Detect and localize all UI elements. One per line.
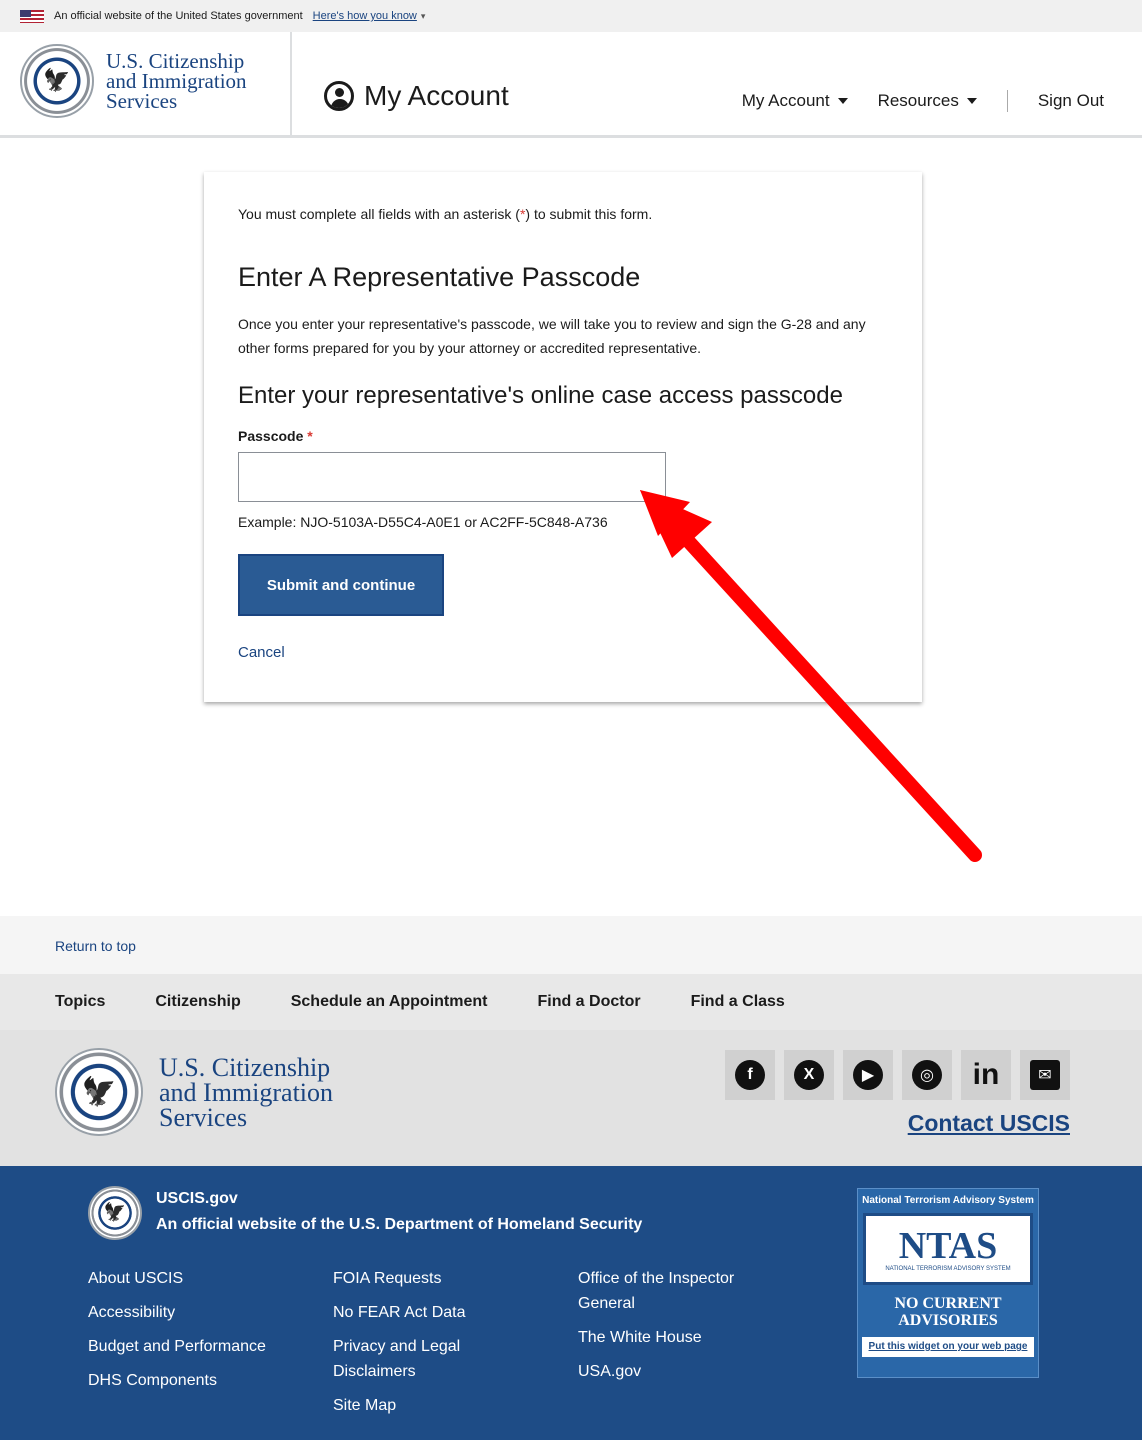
- required-fields-note: [238, 206, 888, 222]
- form-heading: Enter A Representative Passcode: [238, 262, 641, 292]
- resources-menu-label: Resources: [877, 91, 959, 110]
- budget-performance-link[interactable]: Budget and Performance: [88, 1338, 266, 1355]
- footer-links-col2: [333, 1266, 523, 1427]
- inspector-general-link[interactable]: Office of the Inspector General: [578, 1270, 735, 1312]
- user-icon: [324, 81, 354, 111]
- form-subheading: Enter your representative's online case access passcode: [238, 382, 843, 409]
- email-icon: ✉: [1030, 1060, 1060, 1090]
- footer-nav-schedule-appointment[interactable]: Schedule an Appointment: [290, 993, 488, 1010]
- gov-banner: [0, 0, 1142, 32]
- return-to-top-bar: [0, 916, 1142, 974]
- privacy-legal-link[interactable]: Privacy and Legal Disclaimers: [333, 1338, 461, 1380]
- site-name: USCIS.gov: [156, 1190, 238, 1207]
- agency-name-line2: and Immigration: [106, 69, 247, 93]
- footer-agency-line1: U.S. Citizenship: [159, 1052, 331, 1082]
- ntas-widget[interactable]: [857, 1188, 1039, 1378]
- my-account-menu-label: My Account: [741, 91, 830, 110]
- heres-how-you-know-link[interactable]: Here's how you know: [312, 10, 417, 22]
- us-flag-icon: [20, 10, 44, 23]
- official-website-note: [156, 1216, 642, 1234]
- white-house-link[interactable]: The White House: [578, 1329, 702, 1346]
- official-note-text: An official website of the: [156, 1216, 349, 1233]
- facebook-link[interactable]: [725, 1050, 775, 1100]
- footer-nav-citizenship[interactable]: Citizenship: [155, 993, 241, 1010]
- page-title-text: My Account: [364, 80, 509, 111]
- my-account-menu[interactable]: [742, 91, 848, 111]
- dhs-seal-icon: [20, 44, 94, 118]
- dhs-seal-icon: [88, 1186, 142, 1240]
- footer-nav-topics[interactable]: Topics: [55, 993, 106, 1010]
- agency-name: [106, 51, 247, 111]
- email-link[interactable]: [1020, 1050, 1070, 1100]
- agency-name-line1: U.S. Citizenship: [106, 49, 245, 73]
- cancel-link[interactable]: Cancel: [238, 644, 285, 661]
- red-arrow-annotation: [620, 470, 1000, 870]
- footer-links-col1: [88, 1266, 278, 1402]
- about-uscis-link[interactable]: About USCIS: [88, 1270, 184, 1287]
- footer-agency-name: [159, 1052, 334, 1132]
- passcode-example-hint: Example: NJO-5103A-D55C4-A0E1 or AC2FF-5C848-A736: [238, 514, 608, 530]
- usa-gov-link[interactable]: USA.gov: [578, 1363, 642, 1380]
- site-map-link[interactable]: Site Map: [333, 1397, 397, 1414]
- footer-links-col3: [578, 1266, 768, 1393]
- footer-middle: [0, 1030, 1142, 1166]
- page-title: [324, 80, 509, 112]
- arrow-shaft: [680, 532, 975, 855]
- foia-requests-link[interactable]: FOIA Requests: [333, 1270, 442, 1287]
- footer-dark: [0, 1166, 1142, 1440]
- contact-uscis-link[interactable]: Contact USCIS: [907, 1110, 1070, 1136]
- no-fear-act-link[interactable]: No FEAR Act Data: [333, 1304, 466, 1321]
- linkedin-icon: in: [972, 1058, 1000, 1091]
- agency-name-line3: Services: [106, 89, 178, 113]
- sign-out-link[interactable]: Sign Out: [1037, 91, 1104, 110]
- instagram-link[interactable]: [902, 1050, 952, 1100]
- passcode-label-text: Passcode: [238, 428, 304, 444]
- return-to-top-link[interactable]: Return to top: [55, 938, 136, 954]
- footer-nav-find-doctor[interactable]: Find a Doctor: [537, 993, 641, 1010]
- social-links: [716, 1050, 1070, 1100]
- accessibility-link[interactable]: Accessibility: [88, 1304, 176, 1321]
- chevron-down-icon[interactable]: ▾: [420, 10, 426, 21]
- header-divider: [290, 32, 292, 136]
- linkedin-link[interactable]: [961, 1050, 1011, 1100]
- ntas-title: National Terrorism Advisory System: [862, 1195, 1034, 1206]
- gov-banner-text: An official website of the United States government: [54, 10, 303, 22]
- ntas-advisory-status: NO CURRENT ADVISORIES: [894, 1295, 1002, 1329]
- required-note-text-end: ) to submit this form.: [525, 206, 653, 222]
- passcode-input[interactable]: [238, 452, 666, 502]
- x-icon: X: [794, 1060, 824, 1090]
- uscis-logo[interactable]: [20, 44, 247, 118]
- youtube-icon: ▶: [853, 1060, 883, 1090]
- site-header: [0, 32, 1142, 138]
- footer-uscis-logo[interactable]: [55, 1048, 333, 1136]
- footer-agency-line3: Services: [159, 1102, 248, 1132]
- ntas-logo-text: NTAS: [898, 1225, 998, 1267]
- caret-down-icon: [967, 98, 977, 104]
- footer-nav: [0, 974, 1142, 1030]
- passcode-label: [238, 428, 888, 444]
- footer-nav-find-class[interactable]: Find a Class: [690, 993, 785, 1010]
- dhs-components-link[interactable]: DHS Components: [88, 1372, 217, 1389]
- footer-agency-line2: and Immigration: [159, 1077, 334, 1107]
- dhs-link[interactable]: U.S. Department of Homeland Security: [348, 1216, 643, 1233]
- x-link[interactable]: [784, 1050, 834, 1100]
- required-asterisk: *: [519, 206, 526, 222]
- youtube-link[interactable]: [843, 1050, 893, 1100]
- dhs-seal-icon: [55, 1048, 143, 1136]
- required-note-text: You must complete all fields with an asterisk (: [238, 206, 520, 222]
- ntas-logo: [863, 1213, 1033, 1285]
- caret-down-icon: [838, 98, 848, 104]
- nav-separator: [1007, 90, 1008, 112]
- facebook-icon: f: [735, 1060, 765, 1090]
- ntas-widget-link[interactable]: Put this widget on your web page: [862, 1337, 1034, 1357]
- required-asterisk: *: [307, 428, 313, 444]
- resources-menu[interactable]: [878, 91, 977, 111]
- header-nav: [712, 90, 1104, 112]
- submit-and-continue-button[interactable]: Submit and continue: [238, 554, 444, 616]
- ntas-logo-subtext: NATIONAL TERRORISM ADVISORY SYSTEM: [885, 1266, 1011, 1272]
- form-description: Once you enter your representative's passcode, we will take you to review and sign the G-28 and any other forms prepared for you by your attorney or accredited representative.: [238, 316, 866, 356]
- instagram-icon: ◎: [912, 1060, 942, 1090]
